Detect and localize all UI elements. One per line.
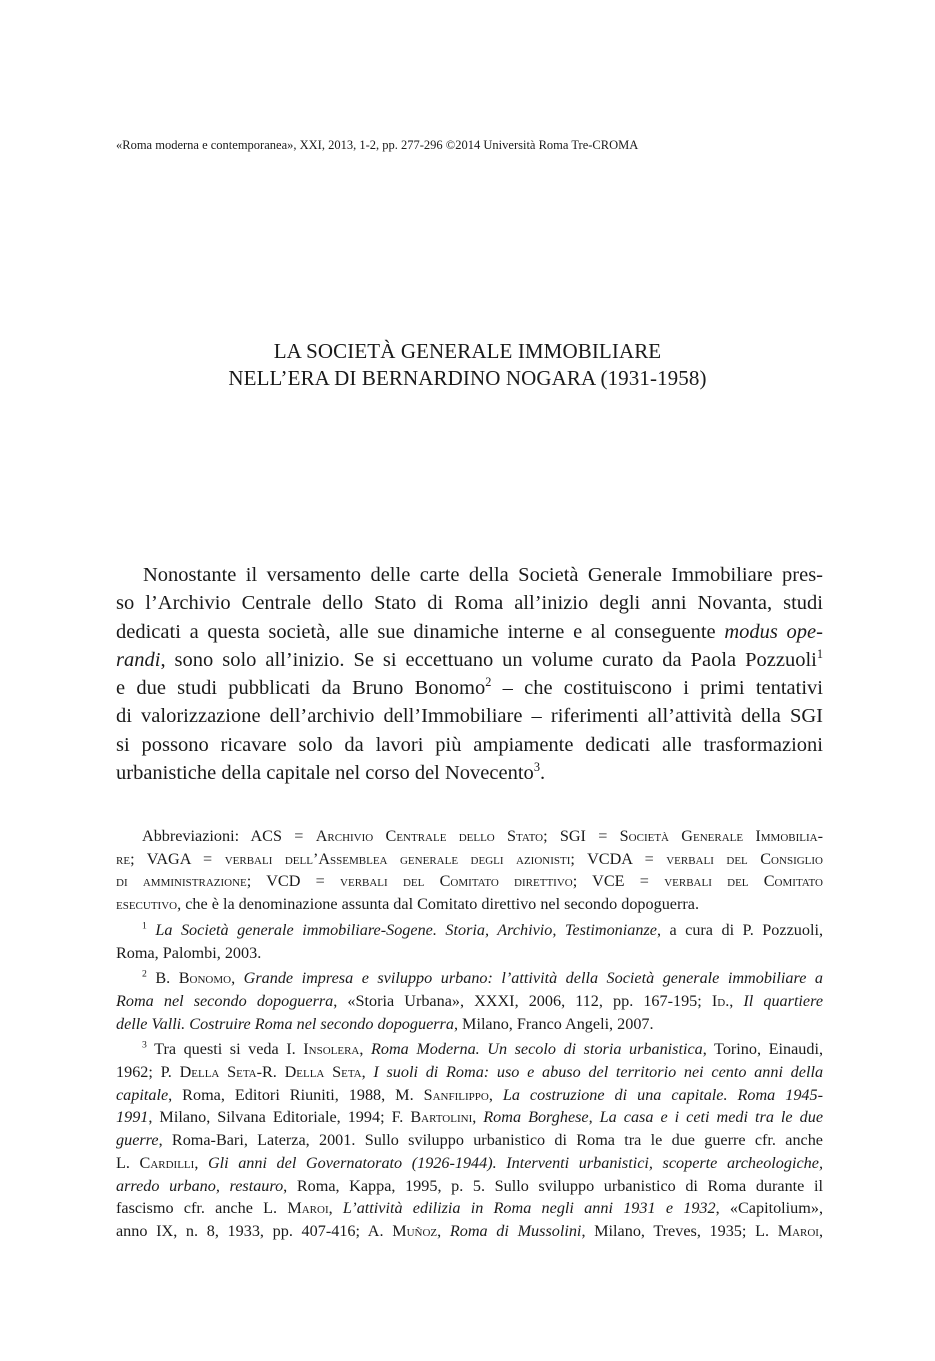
note-italic: Grande impresa e sviluppo urbano: l’attività della Società generale immobiliare a [243,969,823,988]
body-text: . [539,762,546,785]
body-line: di valorizzazione dell’archivio dell’Immobiliare – riferimenti all’attività della SGI [116,705,823,728]
note-italic: Roma Moderna. Un secolo di storia urbanistica [371,1040,703,1059]
note-text: , [328,1199,343,1218]
note-italic: Il quartiere [743,991,824,1010]
body-italic: randi [116,648,161,671]
footnote-1-line: Roma, Palombi, 2003. [116,943,262,962]
body-line: Nonostante il versamento delle carte della Società Generale Immobiliare pres- [143,564,823,586]
note-text: , [488,1085,503,1104]
note-text: , che è la denominazione assunta dal Comitato direttivo nel secondo dopoguerra. [177,895,699,914]
footnote-3-line [116,1061,823,1084]
footnote-number: 3 [142,1039,147,1051]
note-smallcaps: Archivio Centrale dello Stato [315,827,544,845]
note-text: , Roma, Kappa, 1995, p. 5. Sullo sviluppo urbanistico di Roma durante il [283,1176,823,1195]
note-text: , [194,1153,208,1172]
note-text: , [361,1063,374,1082]
note-italic: delle Valli. Costruire Roma nel secondo dopoguerra [116,1014,454,1033]
note-italic: Roma nel secondo dopoguerra [116,991,334,1010]
note-text: ; SGI = [543,827,620,845]
footnote-3-line [116,1038,823,1061]
footnote-3-line [116,1084,823,1107]
note-smallcaps: Cardilli [139,1153,195,1172]
note-smallcaps: Maroi [777,1221,819,1240]
abbreviations-line [116,893,823,916]
footnote-ref-2[interactable]: 2 [485,675,492,690]
note-italic: arredo urbano, restauro [116,1176,284,1195]
note-smallcaps: di amministrazione [116,872,247,891]
note-text: Abbreviazioni: ACS = [142,827,316,845]
note-text: ; VAGA = [130,849,225,868]
note-smallcaps: Sanfilippo [423,1085,489,1104]
note-text: , Milano, Franco Angeli, 2007. [453,1014,654,1033]
note-italic: Roma di Mussolini [449,1221,582,1240]
note-italic: 1991 [116,1108,149,1127]
note-text: , a cura di P. Pozzuoli, [656,920,823,939]
body-line [116,759,823,787]
note-text: ; VCDA = [570,849,667,868]
footnote-1-line [116,919,823,942]
body-paragraph [116,561,823,787]
footnote-2-line [116,1013,823,1036]
note-text: , [359,1040,371,1059]
note-text: , [472,1108,484,1127]
footnote-3-line [116,1129,823,1152]
body-text: e due studi pubblicati da Bruno Bonomo [116,677,486,700]
note-text: , [818,1221,824,1240]
note-text: Tra questi si veda I. [154,1040,304,1059]
note-smallcaps: Della Seta [284,1063,362,1082]
title-line-1: LA SOCIETÀ GENERALE IMMOBILIARE [273,339,662,363]
note-smallcaps: Della Seta [179,1063,257,1082]
note-text: , Milano, Treves, 1935; L. [581,1221,778,1240]
note-smallcaps: re [116,849,131,868]
footnote-2-line [116,967,823,990]
running-head: «Roma moderna e contemporanea», XXI, 2013, 1-2, pp. 277-296 ©2014 Università Roma Tre-CROMA [116,138,639,152]
note-italic: Roma Borghese, La casa e i ceti medi tra le due [483,1108,824,1127]
body-line: so l’Archivio Centrale dello Stato di Roma all’inizio degli anni Novanta, studi [116,592,823,615]
note-text: , Milano, Silvana Editoriale, 1994; F. [148,1108,411,1127]
note-italic: capitale [116,1085,169,1104]
footnote-number: 2 [142,968,147,980]
note-smallcaps: Id. [711,991,730,1010]
footnote-3-line [116,1197,823,1220]
note-smallcaps: Società Generale Immobilia- [619,827,823,845]
note-smallcaps: verbali del Comitato direttivo [340,872,573,891]
title-line-2: NELL’ERA DI BERNARDINO NOGARA (1931-1958) [228,366,707,390]
note-smallcaps: Bartolini [410,1108,473,1127]
footnotes [116,825,823,1243]
note-italic: La costruzione di una capitale. Roma 1945- [502,1085,824,1104]
body-line [116,674,823,702]
note-smallcaps: verbali del Comitato [664,872,823,891]
note-text: B. [155,969,179,988]
body-text: , sono solo all’inizio. Se si eccettuano un volume curato da Paola Pozzuoli [160,648,817,671]
note-text: ; VCD = [246,872,341,891]
footnote-ref-1[interactable]: 1 [816,647,823,662]
abbreviations-line [116,870,823,893]
footnote-number: 1 [142,920,147,932]
note-text: , Roma-Bari, Laterza, 2001. Sullo sviluppo urbanistico di Roma tra le due guerre cfr. anche [158,1131,823,1150]
abbreviations-line [116,848,823,871]
note-italic: La Società generale immobiliare-Sogene. Storia, Archivio, Testimonianze [155,920,657,939]
footnote-3-line [116,1152,823,1175]
note-smallcaps: esecutivo [116,895,178,914]
note-text: ; VCE = [572,872,665,891]
note-text: , Torino, Einaudi, [702,1040,823,1059]
footnote-3-line [116,1106,823,1129]
body-line: si possono ricavare solo da lavori più ampiamente dedicati alle trasformazioni [116,733,823,756]
note-text: , «Capitolium», [715,1199,823,1218]
note-smallcaps: Muñoz [392,1221,438,1240]
note-smallcaps: verbali dell’Assemblea generale degli azionisti [224,849,571,868]
note-italic: I suoli di Roma: uso e abuso del territorio nei cento anni della [373,1063,824,1082]
note-text: 1962; P. [116,1063,180,1082]
note-text: , [729,991,744,1010]
footnote-3-line [116,1220,823,1243]
note-smallcaps: Insolera [303,1040,360,1059]
footnote-2-line [116,990,823,1013]
article-title [0,338,935,392]
note-text: , «Storia Urbana», XXXI, 2006, 112, pp. 167-195; [333,991,712,1010]
note-smallcaps: Bonomo [178,969,232,988]
note-italic: Gli anni del Governatorato (1926-1944). Interventi urbanistici, scoperte archeologiche, [207,1153,823,1172]
note-text: , [231,969,244,988]
body-text: – che costituiscono i primi tentativi [491,677,823,700]
footnote-3-line [116,1175,823,1198]
note-italic: guerre [116,1131,159,1150]
note-smallcaps: Maroi [287,1199,329,1218]
note-smallcaps: verbali del Consiglio [666,849,823,868]
body-line [116,618,823,646]
note-text: anno IX, n. 8, 1933, pp. 407-416; A. [116,1221,393,1240]
footnote-ref-3[interactable]: 3 [533,760,540,775]
body-line [116,646,823,674]
body-text: dedicati a questa società, alle sue dinamiche interne e al conseguente [116,620,725,643]
body-italic: modus ope- [724,620,823,643]
note-text: fascismo cfr. anche L. [116,1199,288,1218]
body-text: urbanistiche della capitale nel corso del Novecento [116,762,534,785]
abbreviations-line [116,825,823,848]
note-italic: L’attività edilizia in Roma negli anni 1931 e 1932 [342,1199,716,1218]
note-text: L. [116,1153,140,1172]
note-text: -R. [256,1063,285,1082]
note-text: , [437,1221,450,1240]
note-text: , Roma, Editori Riuniti, 1988, M. [168,1085,424,1104]
